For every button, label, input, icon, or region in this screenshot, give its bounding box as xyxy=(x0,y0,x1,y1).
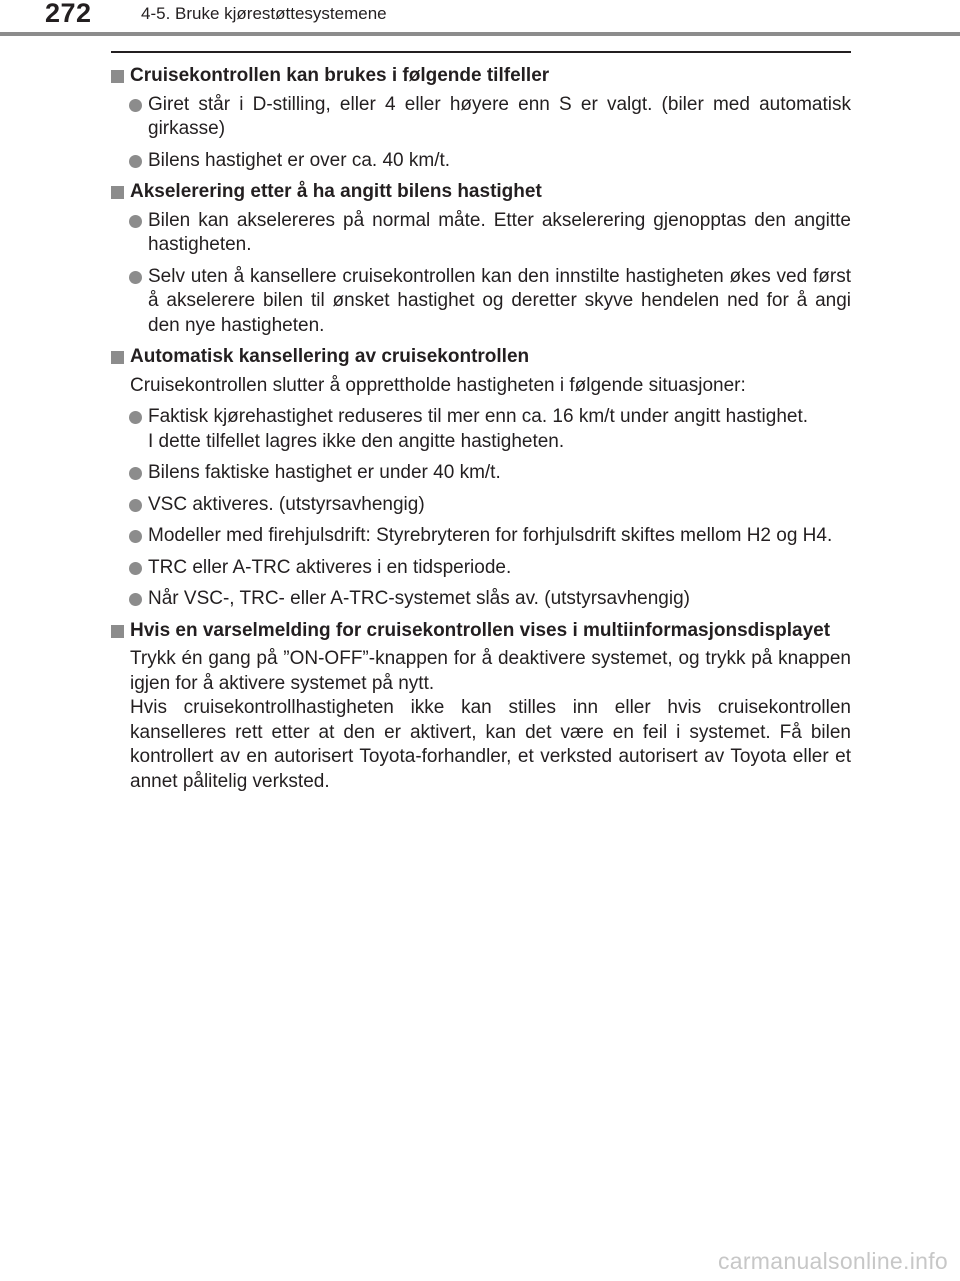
square-bullet-icon xyxy=(111,70,124,83)
body-paragraph: Trykk én gang på ”ON-OFF”-knappen for å deaktivere systemet, og trykk på knappen igjen for å aktivere systemet på nytt. xyxy=(130,648,851,694)
content-top-divider xyxy=(111,51,851,53)
site-watermark: carmanualsonline.info xyxy=(717,1248,948,1274)
section-heading xyxy=(111,345,851,370)
section-heading-text: Akselerering etter å ha angitt bilens hastighet xyxy=(130,181,542,202)
round-bullet-icon xyxy=(129,499,142,512)
list-item-text: Modeller med firehjulsdrift: Styrebryteren for forhjulsdrift skiftes mellom H2 og H4. xyxy=(148,525,833,546)
list-item xyxy=(111,461,851,486)
section-heading xyxy=(111,64,851,89)
section-heading-text: Automatisk kansellering av cruisekontrollen xyxy=(130,346,530,367)
square-bullet-icon xyxy=(111,351,124,364)
section-heading-text: Cruisekontrollen kan brukes i følgende tilfeller xyxy=(130,65,550,86)
square-bullet-icon xyxy=(111,625,124,638)
square-bullet-icon xyxy=(111,186,124,199)
page-content xyxy=(111,62,851,801)
round-bullet-icon xyxy=(129,530,142,543)
round-bullet-icon xyxy=(129,593,142,606)
list-item-text: Selv uten å kansellere cruisekontrollen kan den innstilte hastigheten økes ved først å akselerere bilen til ønsket hastighet og deretter skyve hendelen ned for å angi den nye hastigheten. xyxy=(148,265,851,336)
round-bullet-icon xyxy=(129,562,142,575)
list-item-text: Faktisk kjørehastighet reduseres til mer enn ca. 16 km/t under angitt hastighet. xyxy=(148,406,809,427)
page-number: 272 xyxy=(45,0,92,28)
list-item xyxy=(111,587,851,612)
section-heading xyxy=(111,180,851,205)
body-paragraph: Hvis cruisekontrollhastigheten ikke kan stilles inn eller hvis cruisekontrollen kanselleres rett etter at den er aktivert, kan det være en feil i systemet. Få bilen kontrollert av en autorisert Toyota-forhandler, et verksted autorisert av Toyota eller et annet pålitelig verksted. xyxy=(130,697,851,792)
round-bullet-icon xyxy=(129,99,142,112)
list-item-text: Bilens faktiske hastighet er under 40 km/t. xyxy=(148,462,501,483)
list-item xyxy=(111,265,851,339)
list-item xyxy=(111,556,851,581)
page-header xyxy=(0,0,960,40)
list-item xyxy=(111,405,851,454)
round-bullet-icon xyxy=(129,467,142,480)
section-heading-text: Hvis en varselmelding for cruisekontrollen vises i multiinformasjonsdisplayet xyxy=(130,619,831,641)
round-bullet-icon xyxy=(129,215,142,228)
list-item-text: VSC aktiveres. (utstyrsavhengig) xyxy=(148,493,425,515)
list-item-text: Bilen kan akselereres på normal måte. Etter akselerering gjenopptas den angitte hastigheten. xyxy=(148,209,851,255)
list-item xyxy=(111,493,851,518)
section-heading xyxy=(111,619,851,644)
header-rule xyxy=(0,32,960,36)
round-bullet-icon xyxy=(129,155,142,168)
list-item-text: Giret står i D-stilling, eller 4 eller høyere enn S er valgt. (biler med automatisk girkasse) xyxy=(148,93,851,139)
section-intro: Cruisekontrollen slutter å opprettholde hastigheten i følgende situasjoner: xyxy=(130,374,746,396)
chapter-title: 4-5. Bruke kjørestøttesystemene xyxy=(141,4,387,23)
list-item-text: Bilens hastighet er over ca. 40 km/t. xyxy=(148,149,451,171)
list-item-text: TRC eller A-TRC aktiveres i en tidsperiode. xyxy=(148,556,512,578)
list-item-text: Når VSC-, TRC- eller A-TRC-systemet slås av. (utstyrsavhengig) xyxy=(148,588,690,609)
list-item-note: I dette tilfellet lagres ikke den angitte hastigheten. xyxy=(148,430,565,452)
round-bullet-icon xyxy=(129,411,142,424)
list-item xyxy=(111,149,851,174)
list-item xyxy=(111,93,851,142)
list-item xyxy=(111,524,851,549)
round-bullet-icon xyxy=(129,271,142,284)
list-item xyxy=(111,209,851,258)
